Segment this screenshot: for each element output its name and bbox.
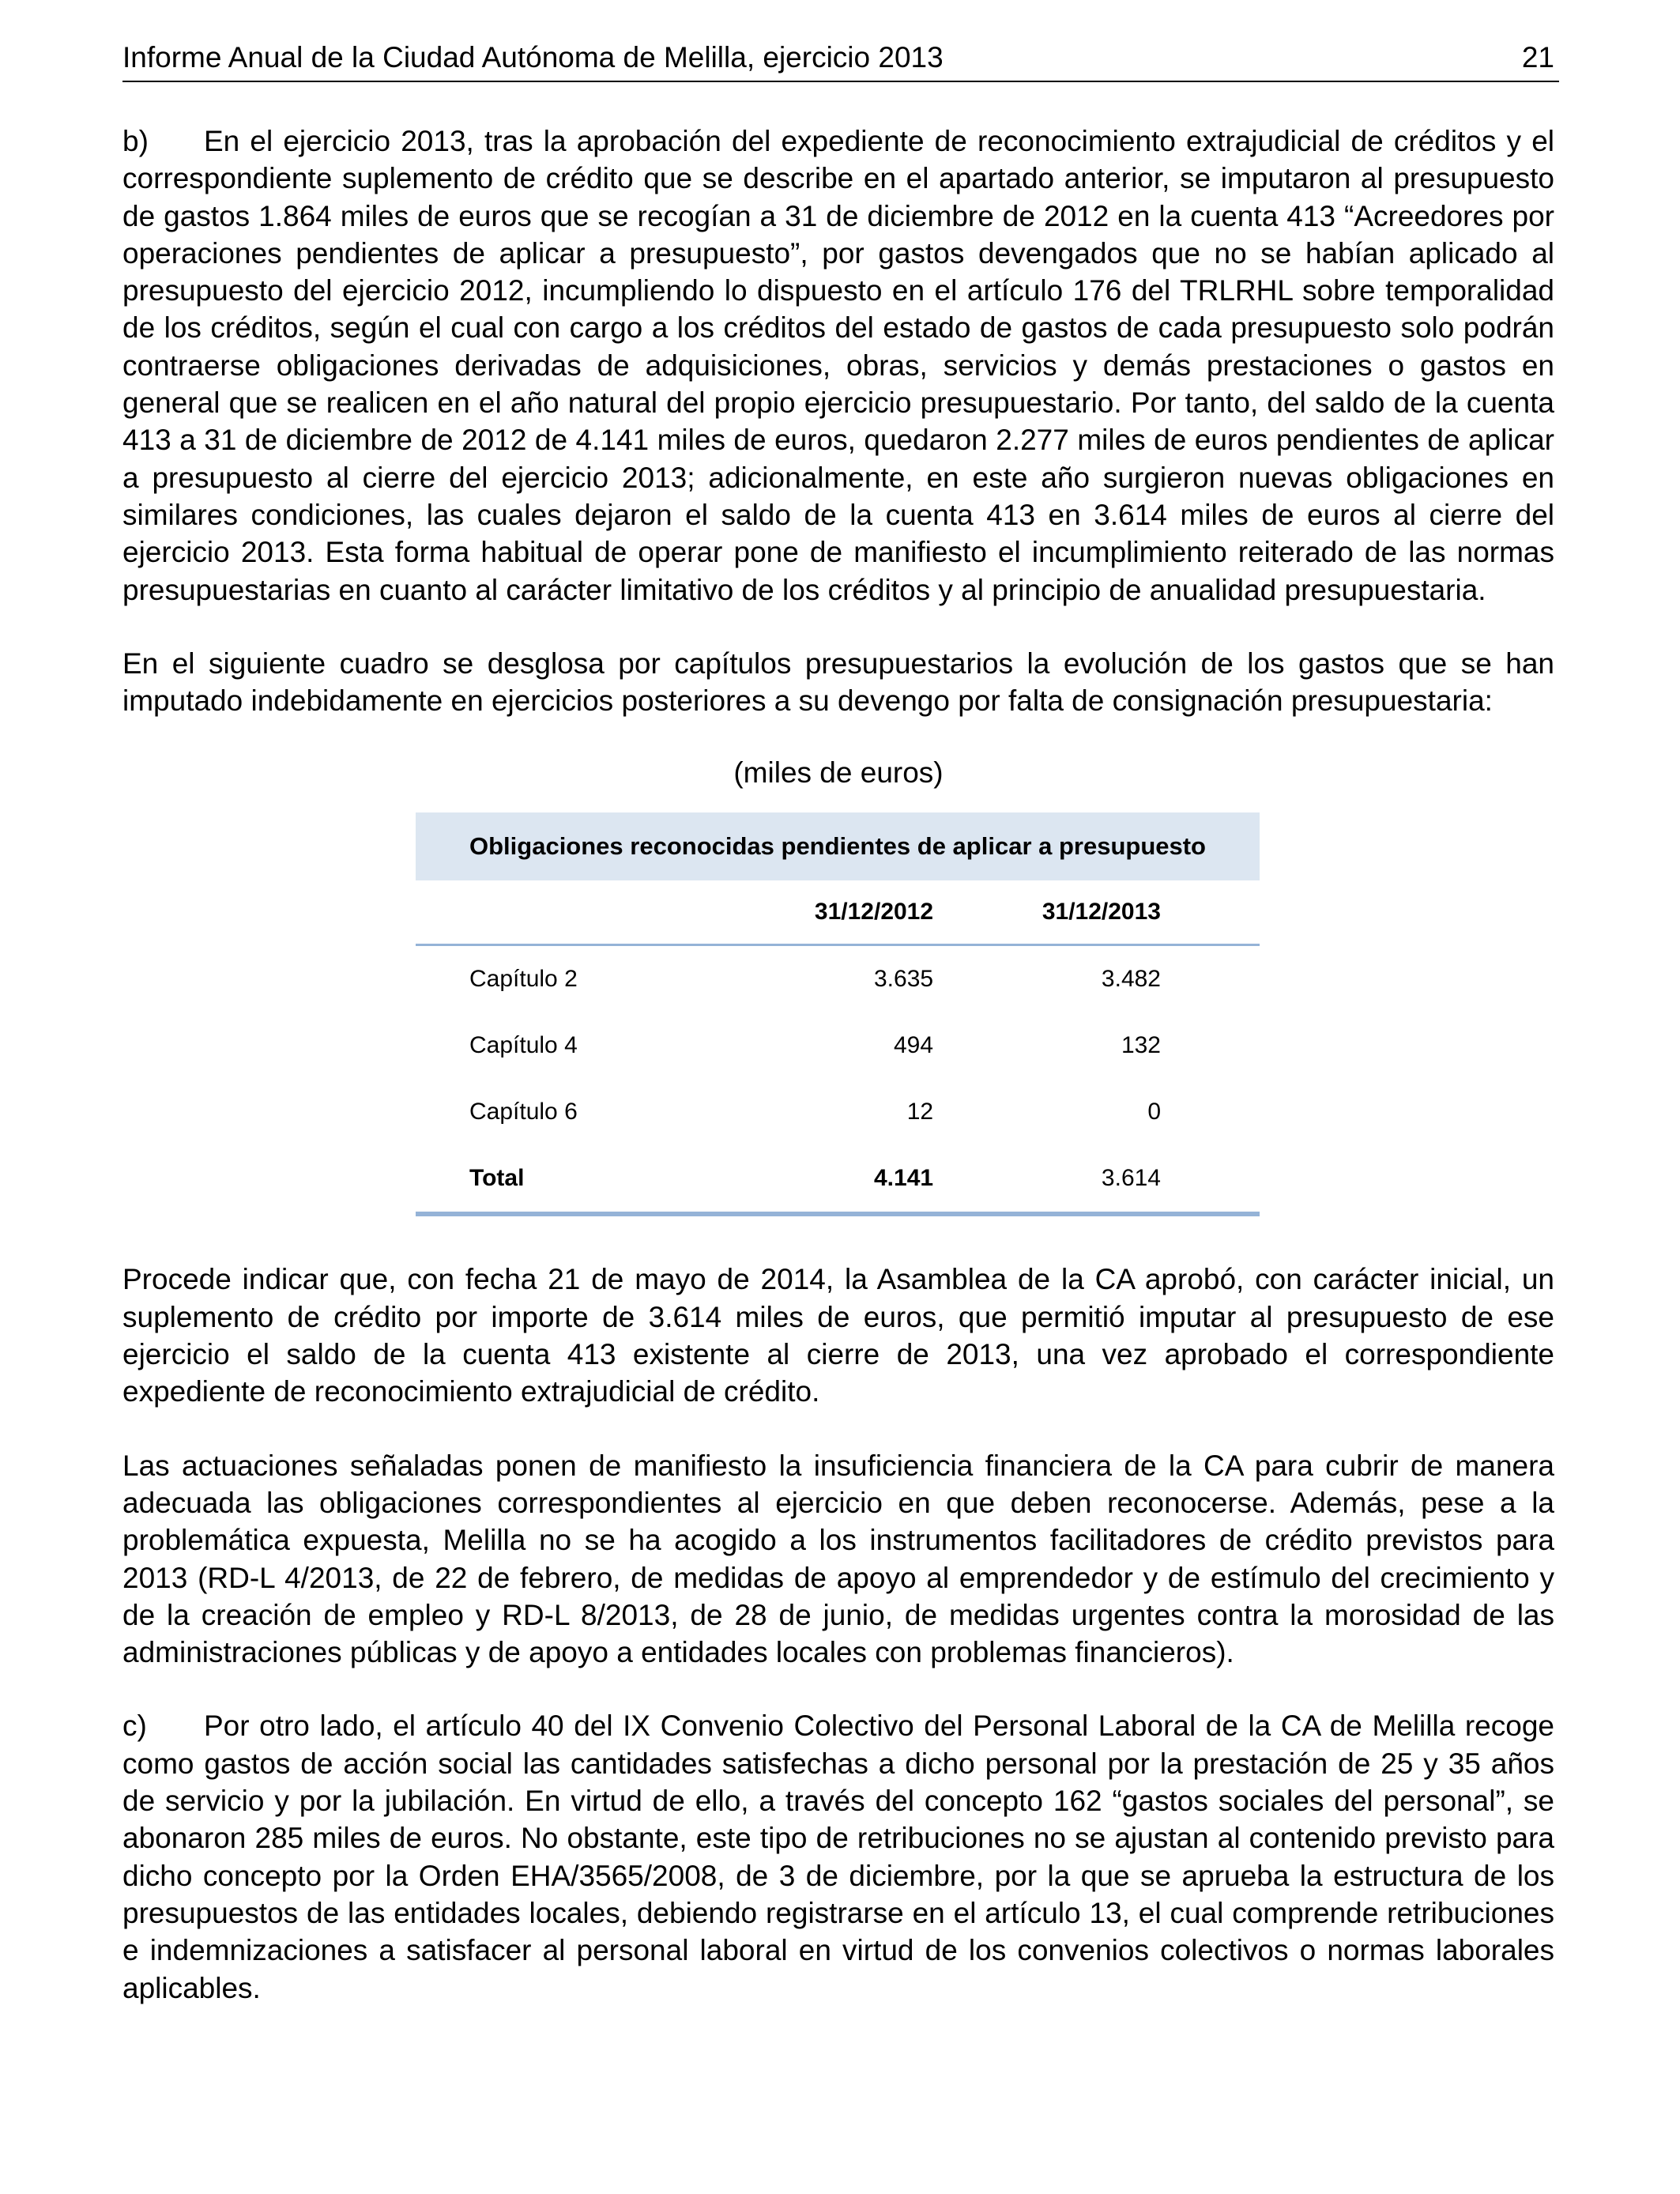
total-label: Total [416,1145,740,1214]
section-b-label: b) [122,125,149,157]
table-title: Obligaciones reconocidas pendientes de aplicar a presupuesto [416,812,1260,880]
column-header-blank [416,880,740,945]
value-2013: 132 [1121,1032,1161,1059]
row-label: Capítulo 2 [469,966,578,993]
column-header-2012: 31/12/2012 [740,880,933,945]
row-label: Capítulo 4 [469,1032,578,1059]
document-body [122,123,1554,2007]
table-row [416,945,1260,1013]
row-label: Capítulo 6 [469,1099,578,1125]
section-c-label: c) [122,1710,147,1743]
obligations-table-wrapper [416,812,1260,1216]
value-2013: 0 [1147,1099,1161,1125]
value-2012: 3.635 [873,966,934,993]
paragraph-section-b [122,123,1554,609]
table-total-row [416,1145,1260,1214]
table-header-row [416,880,1260,945]
value-2012: 12 [906,1099,934,1125]
paragraph-actuaciones: Las actuaciones señaladas ponen de manifiesto la insuficiencia financiera de la CA para cubrir de manera adecuada las obligaciones correspondientes al ejercicio en que deben reconocerse. Además, pese a la problemática expuesta, Melilla no se ha acogido a los instrumentos facilitadores de crédito previstos para 2013 (RD-L 4/2013, de 22 de febrero, de medidas de apoyo al emprendedor y de estímulo del crecimiento y de la creación de empleo y RD-L 8/2013, de 28 de junio, de medidas urgentes contra la morosidad de las administraciones públicas y de apoyo a entidades locales con problemas financieros). [122,1449,1554,1669]
table-row [416,1079,1260,1145]
column-header-2013: 31/12/2013 [933,880,1260,945]
section-c-text: Por otro lado, el artículo 40 del IX Convenio Colectivo del Personal Laboral de la CA de Melilla recoge como gastos de acción social las cantidades satisfechas a dicho personal por la prestación de 25 y 35 años de servicio y por la jubilación. En virtud de ello, a través del concepto 162 “gastos sociales del personal”, se abonaron 285 miles de euros. No obstante, este tipo de retribuciones no se ajustan al contenido previsto para dicho concepto por la Orden EHA/3565/2008, de 3 de diciembre, por la que se aprueba la estructura de los presupuestos de las entidades locales, debiendo registrarse en el artículo 13, el cual comprende retribuciones e indemnizaciones a satisfacer al personal laboral en virtud de los convenios colectivos o normas laborales aplicables. [122,1710,1554,2004]
paragraph-procede: Procede indicar que, con fecha 21 de mayo de 2014, la Asamblea de la CA aprobó, con carácter inicial, un suplemento de crédito por importe de 3.614 miles de euros, que permitió imputar al presupuesto de ese ejercicio el saldo de la cuenta 413 existente al cierre de 2013, una vez aprobado el correspondiente expediente de reconocimiento extrajudicial de crédito. [122,1263,1554,1408]
obligations-table [416,812,1260,1216]
value-2012: 494 [894,1032,934,1059]
header-title: Informe Anual de la Ciudad Autónoma de Melilla, ejercicio 2013 [122,41,944,74]
paragraph-section-c [122,1707,1554,2006]
section-b-text: En el ejercicio 2013, tras la aprobación del expediente de reconocimiento extrajudicial de créditos y el correspondiente suplemento de crédito que se describe en el apartado anterior, se imputaron al presupuesto de gastos 1.864 miles de euros que se recogían a 31 de diciembre de 2012 en la cuenta 413 “Acreedores por operaciones pendientes de aplicar a presupuesto”, por gastos devengados que no se habían aplicado al presupuesto del ejercicio 2012, incumpliendo lo dispuesto en el artículo 176 del TRLRHL sobre temporalidad de los créditos, según el cual con cargo a los créditos del estado de gastos de cada presupuesto solo podrán contraerse obligaciones derivadas de adquisiciones, obras, servicios y demás prestaciones o gastos en general que se realicen en el año natural del propio ejercicio presupuestario. Por tanto, del saldo de la cuenta 413 a 31 de diciembre de 2012 de 4.141 miles de euros, quedaron 2.277 miles de euros pendientes de aplicar a presupuesto al cierre del ejercicio 2013; adicionalmente, en este año surgieron nuevas obligaciones en similares condiciones, las cuales dejaron el saldo de la cuenta 413 en 3.614 miles de euros al cierre del ejercicio 2013. Esta forma habitual de operar pone de manifiesto el incumplimiento reiterado de las normas presupuestarias en cuanto al carácter limitativo de los créditos y al principio de anualidad presupuestaria. [122,125,1554,606]
total-2012: 4.141 [740,1145,933,1214]
table-row [416,1012,1260,1079]
page-header [122,41,1559,82]
page-number: 21 [1521,41,1554,74]
total-2013: 3.614 [933,1145,1260,1214]
paragraph-intro-table: En el siguiente cuadro se desglosa por capítulos presupuestarios la evolución de los gastos que se han imputado indebidamente en ejercicios posteriores a su devengo por falta de consignación presupuestaria: [122,647,1554,718]
value-2013: 3.482 [1101,966,1161,993]
table-caption: (miles de euros) [733,756,944,790]
